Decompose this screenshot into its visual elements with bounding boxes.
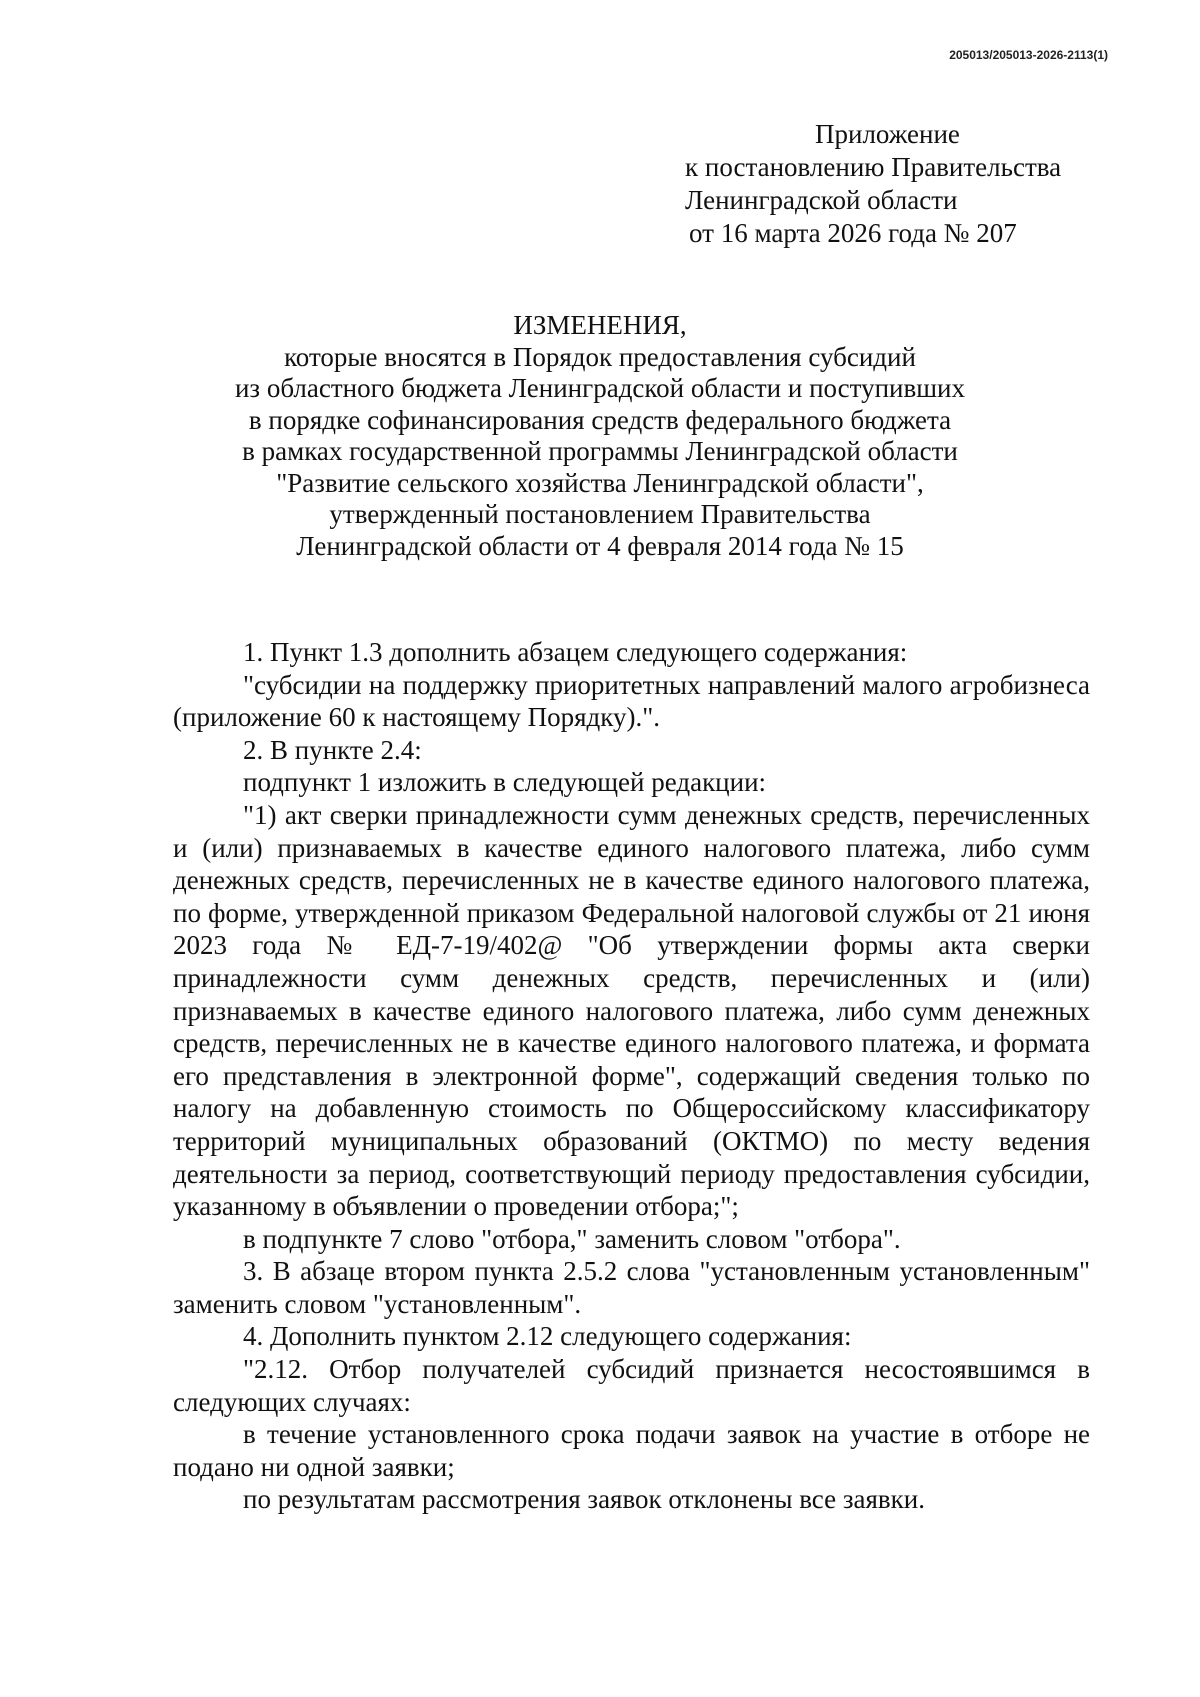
paragraph: 1. Пункт 1.3 дополнить абзацем следующего содержания: (243, 637, 908, 667)
paragraph: "1) акт сверки принадлежности сумм денежных средств, перечисленных и (или) признаваемых в качестве единого налогового платежа, либо сумм денежных средств, перечисленных не в качестве единого налогового платежа, по форме, утвержденной приказом Федеральной налоговой службы от 21 июня 2023 года № ЕД-7-19/402@ "Об утверждении формы акта сверки принадлежности сумм денежных средств, перечисленных и (или) признаваемых в качестве единого налогового платежа, либо сумм денежных средств, перечисленных не в качестве единого налогового платежа, и формата его представления в электронной форме", содержащий сведения только по налогу на добавленную стоимость по Общероссийскому классификатору территорий муниципальных образований (ОКТМО) по месту ведения деятельности за период, соответствующий периоду предоставления субсидии, указанному в объявлении о проведении отбора;"; (173, 799, 1090, 1222)
paragraph: в течение установленного срока подачи заявок на участие в отборе не подано ни одной заявки; (173, 1419, 1090, 1482)
paragraph: по результатам рассмотрения заявок отклонены все заявки. (243, 1484, 925, 1515)
document-id: 205013/205013-2026-2113(1) (949, 48, 1108, 62)
appendix-line-3: Ленинградской области (685, 185, 958, 215)
appendix-line-2: к постановлению Правительства (685, 152, 1062, 182)
appendix-line-1: Приложение (815, 119, 960, 149)
paragraph: 2. В пункте 2.4: (243, 734, 422, 765)
appendix-line-4: от 16 марта 2026 года № 207 (689, 218, 1017, 248)
title-line: в рамках государственной программы Ленинградской области (242, 436, 958, 466)
paragraph: "2.12. Отбор получателей субсидий признается несостоявшимся в следующих случаях: (173, 1354, 1090, 1417)
paragraph: 4. Дополнить пунктом 2.12 следующего содержания: (243, 1321, 852, 1352)
title-line: Ленинградской области от 4 февраля 2014 года № 15 (296, 530, 904, 561)
title-main: ИЗМЕНЕНИЯ, (513, 310, 687, 340)
paragraph: 3. В абзаце втором пункта 2.5.2 слова "установленным установленным" заменить словом "установленным". (173, 1256, 1090, 1319)
paragraph: подпункт 1 изложить в следующей редакции: (243, 767, 767, 798)
title-line: из областного бюджета Ленинградской области и поступивших (234, 373, 965, 403)
title-line: "Развитие сельского хозяйства Ленинградской области", (276, 467, 924, 498)
paragraph: "субсидии на поддержку приоритетных направлений малого агробизнеса (приложение 60 к настоящему Порядку).". (173, 669, 1090, 733)
document-title (170, 310, 1030, 562)
document-body (173, 636, 1090, 1516)
title-line: утвержденный постановлением Правительства (329, 499, 871, 529)
appendix-header (685, 118, 1105, 250)
title-line: которые вносятся в Порядок предоставления субсидий (284, 341, 916, 372)
title-line: в порядке софинансирования средств федерального бюджета (248, 404, 952, 435)
paragraph: в подпункте 7 слово "отбора," заменить словом "отбора". (243, 1223, 901, 1254)
